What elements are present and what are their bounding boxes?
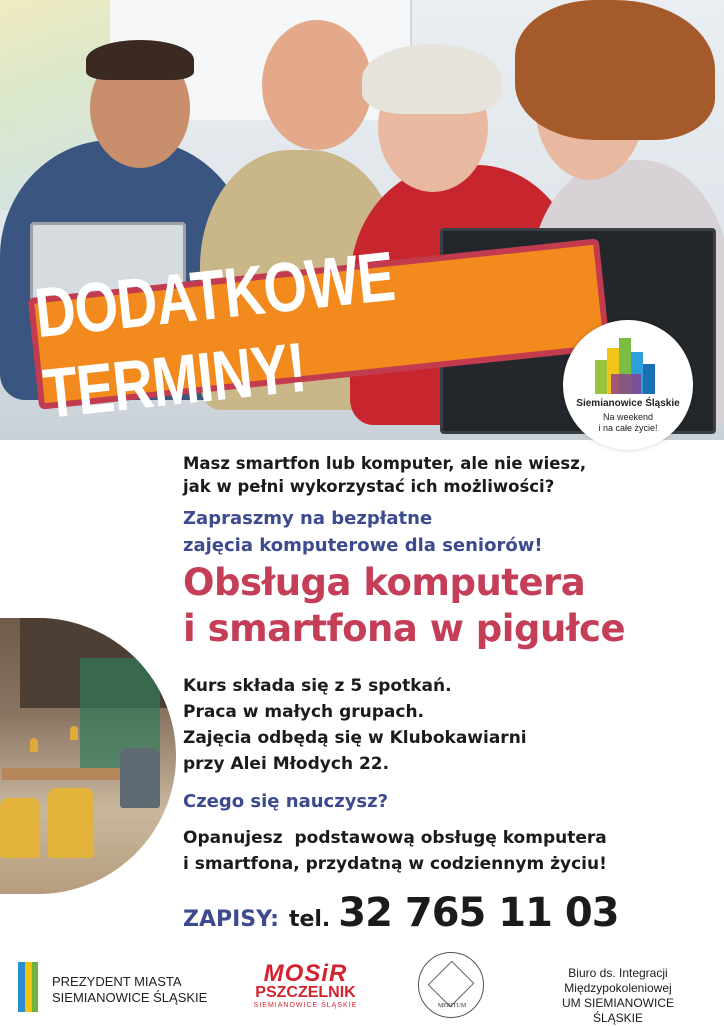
headline <box>183 560 625 652</box>
cafe-table <box>2 768 122 780</box>
invite-text <box>183 505 543 559</box>
cafe-chair-3 <box>0 798 40 858</box>
city-logo-icon <box>591 334 667 394</box>
hair-3 <box>362 44 502 114</box>
senior-man-2-head <box>262 20 372 150</box>
president-logo <box>18 962 218 1014</box>
city-logo-title: Siemianowice Śląskie <box>576 398 680 409</box>
meritum-label: MERITUM <box>437 1003 467 1009</box>
meritum-logo <box>418 952 484 1018</box>
hair-4 <box>515 0 715 140</box>
info-line-1: Kurs składa się z 5 spotkań. <box>183 676 452 696</box>
city-logo-slogan <box>563 412 693 434</box>
president-line-2: SIEMIANOWICE ŚLĄSKIE <box>52 990 208 1005</box>
phone-number[interactable]: 32 765 11 03 <box>338 890 619 936</box>
headline-line-2: i smartfona w pigułce <box>183 607 626 650</box>
cafe-photo <box>0 618 176 894</box>
course-info <box>183 673 527 777</box>
biuro-line-2: Międzypokoleniowej <box>564 981 672 995</box>
intro-question <box>183 452 586 498</box>
biuro-line-3: UM SIEMIANOWICE ŚLĄSKIE <box>561 996 674 1025</box>
signup <box>183 890 619 936</box>
banner <box>28 236 611 433</box>
signup-label: ZAPISY: <box>183 907 279 932</box>
mosir-city: SIEMIANOWICE ŚLĄSKIE <box>253 1002 358 1009</box>
info-line-2: Praca w małych grupach. <box>183 702 425 722</box>
city-logo <box>563 320 693 450</box>
biuro-line-1: Biuro ds. Integracji <box>568 966 668 980</box>
info-line-3: Zajęcia odbędą się w Klubokawiarni <box>183 728 527 748</box>
learn-heading: Czego się nauczysz? <box>183 791 389 812</box>
lion-icon <box>428 961 475 1008</box>
invite-line-2: zajęcia komputerowe dla seniorów! <box>183 535 543 556</box>
hair-1 <box>86 40 194 80</box>
learn-text <box>183 825 607 877</box>
mosir-logo <box>248 960 363 1020</box>
info-line-4: przy Alei Młodych 22. <box>183 754 390 774</box>
city-flag-icon <box>18 962 44 1012</box>
learn-line-2: i smartfona, przydatną w codziennym życiu! <box>183 854 607 874</box>
lamp-icon <box>30 738 38 752</box>
invite-line-1: Zapraszmy na bezpłatne <box>183 508 433 529</box>
president-line-1: PREZYDENT MIASTA <box>52 974 182 989</box>
intro-line-2: jak w pełni wykorzystać ich możliwości? <box>183 477 555 496</box>
tel-prefix: tel. <box>288 907 331 932</box>
lamp-icon <box>70 726 78 740</box>
banner-text: DODATKOWE TERMINY! <box>31 236 398 433</box>
learn-line-1: Opanujesz podstawową obsługę komputera <box>183 828 607 848</box>
city-logo-slogan-1: Na weekend <box>602 412 654 422</box>
city-logo-slogan-2: i na całe życie! <box>598 423 658 433</box>
intro-line-1: Masz smartfon lub komputer, ale nie wiesz, <box>183 454 587 473</box>
mosir-subtitle: PSZCZELNIK <box>255 984 356 1001</box>
headline-line-1: Obsługa komputera <box>183 561 586 604</box>
biuro-logo <box>548 966 688 1026</box>
cafe-chair-1 <box>48 788 94 858</box>
cafe-chair-2 <box>120 748 160 808</box>
mosir-title: MOSiR <box>263 960 348 987</box>
